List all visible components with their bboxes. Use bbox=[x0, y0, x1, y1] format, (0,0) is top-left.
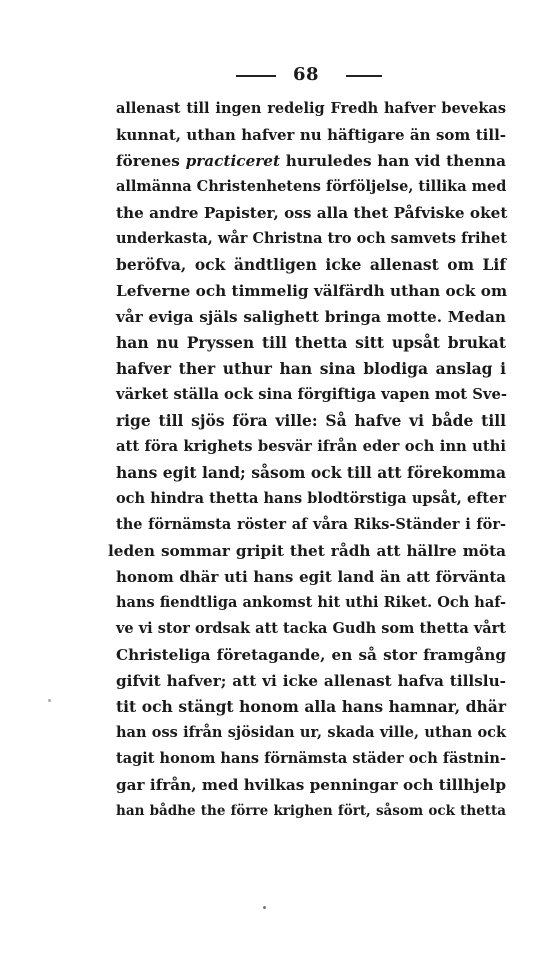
text-line: tit och stängt honom alla hans hamnar, dhär bbox=[116, 697, 506, 716]
italic-word: practiceret bbox=[185, 152, 281, 170]
text-line: värket ställa ock sina förgiftiga vapen mot Sve- bbox=[116, 386, 507, 403]
text-line: hans fiendtliga ankomst hit uthi Riket. Och haf- bbox=[116, 594, 506, 611]
text-line: kunnat, uthan hafver nu häftigare än som till- bbox=[116, 126, 506, 144]
text-line: han nu Pryssen till thetta sitt upsåt brukat bbox=[116, 333, 506, 352]
text-line: beröfva, ock ändtligen icke allenast om Lif bbox=[116, 255, 506, 274]
text-line: hans egit land; såsom ock till att förekomma bbox=[116, 463, 506, 482]
text-line: underkasta, wår Christna tro och samvets frihet bbox=[116, 230, 507, 247]
text-line: rige till sjös föra ville: Så hafve vi både till bbox=[116, 411, 506, 430]
text-line: leden sommar gripit thet rådh att hällre möta bbox=[108, 542, 506, 560]
paper-speck bbox=[263, 906, 266, 909]
text-line: allenast till ingen redelig Fredh hafver bevekas bbox=[116, 100, 506, 117]
text-line: gifvit hafver; att vi icke allenast hafva tillslu- bbox=[116, 672, 506, 690]
text-line: tagit honom hans förnämsta städer och fästnin- bbox=[116, 750, 506, 767]
text-line: Lefverne och timmelig välfärdh uthan ock om bbox=[116, 282, 508, 300]
text-line: han oss ifrån sjösidan ur, skada ville, uthan ock bbox=[116, 724, 506, 741]
text-line: gar ifrån, med hvilkas penningar och tillhjelp bbox=[116, 776, 506, 794]
text-line: ve vi stor ordsak att tacka Gudh som thetta vårt bbox=[116, 620, 506, 637]
paper-speck bbox=[48, 699, 51, 702]
text-line: han bådhe the förre krighen fört, såsom ock thetta bbox=[116, 803, 506, 819]
text-line: honom dhär uti hans egit land än att förvänta bbox=[116, 568, 506, 586]
page-number: 68 bbox=[293, 64, 320, 85]
text-line: och hindra thetta hans blodtörstiga upsåt, efter bbox=[116, 490, 506, 507]
text-line: hafver ther uthur han sina blodiga anslag i bbox=[116, 359, 506, 378]
page-header bbox=[0, 64, 560, 88]
header-rule-left bbox=[236, 75, 276, 77]
text-line: Christeliga företagande, en så stor framgång bbox=[116, 646, 506, 664]
text-line: förenes practiceret huruledes han vid thenna bbox=[116, 152, 506, 170]
text-line: the andre Papister, oss alla thet Påfviske oket bbox=[116, 204, 508, 222]
header-rule-right bbox=[346, 75, 382, 77]
body-text bbox=[108, 96, 508, 824]
text-line: the förnämsta röster af våra Riks-Ständer i för- bbox=[116, 516, 506, 533]
text-line: att föra krighets besvär ifrån eder och inn uthi bbox=[116, 438, 506, 455]
text-line: allmänna Christenhetens förföljelse, tillika med bbox=[116, 178, 507, 195]
text-line: vår eviga själs salighett bringa motte. Medan bbox=[116, 308, 506, 326]
